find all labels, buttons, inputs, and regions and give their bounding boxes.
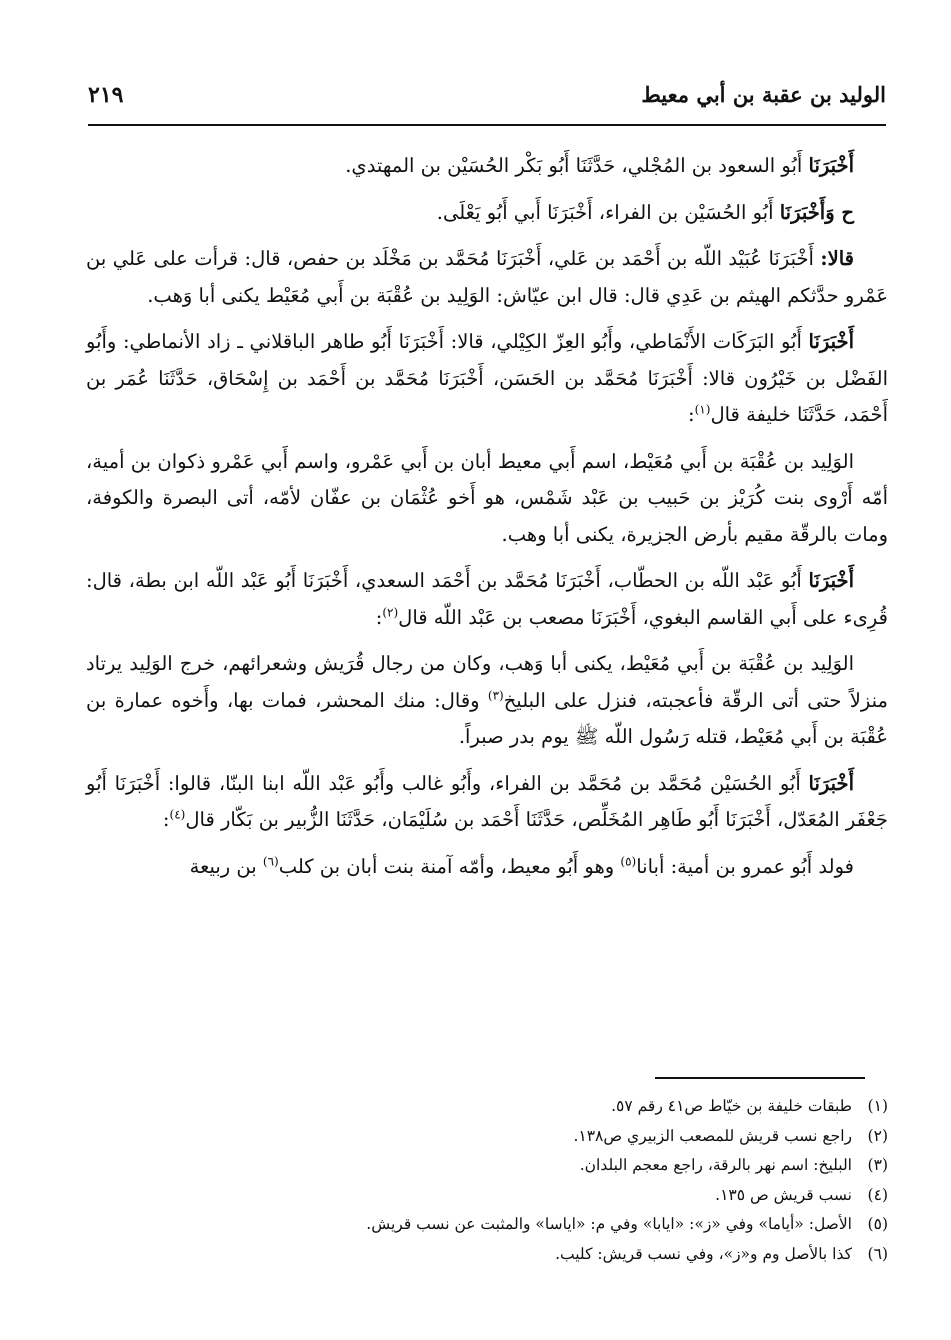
footnote-text: نسب قريش ص ١٣٥. — [715, 1185, 852, 1204]
paragraph: الوَلِيد بن عُقْبَة بن أَبي مُعَيْط، اسم أَبي معيط أبان بن أَبي عَمْرو، واسم أَبي عَمْرو ذكوان بن أمية، أمّه أَرْوى بنت كُرَيْز بن حَبيب بن عَبْد شَمْس، هو أَخو عُثْمَان بن عفّان لأمّه، أتى البصرة والكوفة، ومات بالرقّة مقيم بأرض الجزيرة، يكنى أبا وهب. — [86, 449, 888, 546]
footnote-number: (١) — [867, 1097, 888, 1115]
footnote-text: طبقات خليفة بن خيّاط ص٤١ رقم ٥٧. — [611, 1097, 852, 1115]
footnote — [120, 1181, 888, 1211]
footnote-text: البليخ: اسم نهر بالرقة، راجع معجم البلدان. — [579, 1156, 852, 1174]
paragraph: ح وَأَخْبَرَنَا أَبُو الحُسَيْن بن الفراء، أَخْبَرَنَا أَبي أَبُو يَعْلَى. — [436, 200, 854, 224]
footnote-number: (٦) — [867, 1244, 888, 1263]
main-text — [86, 148, 888, 895]
footnote — [120, 1240, 888, 1270]
footnote-ref[interactable]: (٢) — [382, 605, 399, 619]
page-header — [88, 78, 886, 116]
footnote-number: (٢) — [867, 1126, 888, 1145]
footnote-text: كذا بالأصل وم و«ز»، وفي نسب قريش: كليب. — [555, 1244, 852, 1263]
footnote-ref[interactable]: (١) — [694, 402, 711, 417]
footnote-ref[interactable]: (٦) — [262, 854, 279, 868]
page-number: ٢١٩ — [88, 82, 124, 108]
footnote — [120, 1092, 888, 1122]
footnote-text: راجع نسب قريش للمصعب الزبيري ص١٣٨. — [573, 1126, 852, 1145]
paragraph: أَخْبَرَنَا أَبُو البَرَكَات الأَنْمَاطي، وأَبُو العِزّ الكِيْلي، قالا: أَخْبَرَنَا أَبُو طاهر الباقلاني ـ زاد الأنماطي: وأَبُو الفَضْل بن خَيْرُون قالا: أَخْبَرَنَا مُحَمَّد بن الحَسَن، أَخْبَرَنَا مُحَمَّد بن أَحْمَد بن إِسْحَاق، حَدَّثَنَا عُمَر بن أَحْمَد، حَدَّثَنَا خليفة قال$^{(١)}$: — [86, 330, 888, 426]
paragraph: أَخْبَرَنَا أَبُو الحُسَيْن مُحَمَّد بن مُحَمَّد بن الفراء، وأَبُو غالب وأَبُو عَبْد اللّه ابنا البنّا، قالوا: أَخْبَرَنَا أَبُو جَعْفَر المُعَدّل، أَخْبَرَنَا أَبُو طَاهِر المُخَلِّص، حَدَّثَنَا أَحْمَد بن سُلَيْمَان، حَدَّثَنَا الزُّبير بن بَكّار قال$^{(٤)}$: — [86, 771, 888, 831]
footnote-ref[interactable]: (٥) — [620, 854, 637, 868]
footnote-text: الأصل: «أياما» وفي «ز»: «ايابا» وفي م: «اياسا» والمثبت عن نسب قريش. — [366, 1215, 852, 1233]
footnote-ref[interactable]: (٤) — [169, 807, 186, 822]
paragraph: فولد أَبُو عمرو بن أمية: أبانا$^{(٥)}$ وهو أَبُو معيط، وأمّه آمنة بنت أبان بن كلب$^{(٦)}$ بن ربيعة — [189, 854, 854, 878]
paragraph: أَخْبَرَنَا أَبُو السعود بن المُجْلي، حَدَّثَنَا أَبُو بَكْر الحُسَيْن بن المهتدي. — [345, 154, 854, 177]
footnotes — [120, 1092, 888, 1269]
paragraph: الوَلِيد بن عُقْبَة بن أَبي مُعَيْط، يكنى أبا وَهب، وكان من رجال قُرَيش وشعرائهم، خرج الوَلِيد يرتاد منزلاً حتى أتى الرقّة فأعجبته، فنزل على البليخ$^{(٣)}$ وقال: منك المحشر، فمات بها، وأَخوه عمارة بن عُقْبَة بن أَبي مُعَيْط، قتله رَسُول اللّه ﷺ يوم بدر صبراً. — [86, 652, 888, 748]
running-title: الوليد بن عقبة بن أبي معيط — [641, 82, 886, 107]
header-rule — [88, 124, 886, 126]
paragraph: قالا: أَخْبَرَنَا عُبَيْد اللّه بن أَحْمَد بن عَلي، أَخْبَرَنَا مُحَمَّد بن مَخْلَد بن حفص، قال: قرأت على عَلي بن عَمْرو حدَّثكم الهيثم بن عَدِي قال: قال ابن عيّاش: الوَلِيد بن عُقْبَة بن أَبي مُعَيْط يكنى أبا وَهب. — [86, 247, 888, 307]
paragraph: أَخْبَرَنَا أَبُو عَبْد اللّه بن الحطّاب، أَخْبَرَنَا مُحَمَّد بن أَحْمَد السعدي، أَخْبَرَنَا أَبُو عَبْد اللّه ابن بطة، قال: قُرِىء على أَبي القاسم البغوي، أَخْبَرَنَا مصعب بن عَبْد اللّه قال$^{(٢)}$: — [86, 569, 888, 629]
footnote-number: (٥) — [867, 1215, 888, 1233]
footnote — [120, 1122, 888, 1152]
footnote — [120, 1210, 888, 1240]
footnote-rule — [655, 1077, 865, 1079]
footnote-number: (٤) — [867, 1185, 888, 1204]
footnote — [120, 1151, 888, 1181]
footnote-number: (٣) — [867, 1156, 888, 1174]
footnote-ref[interactable]: (٣) — [487, 688, 504, 702]
